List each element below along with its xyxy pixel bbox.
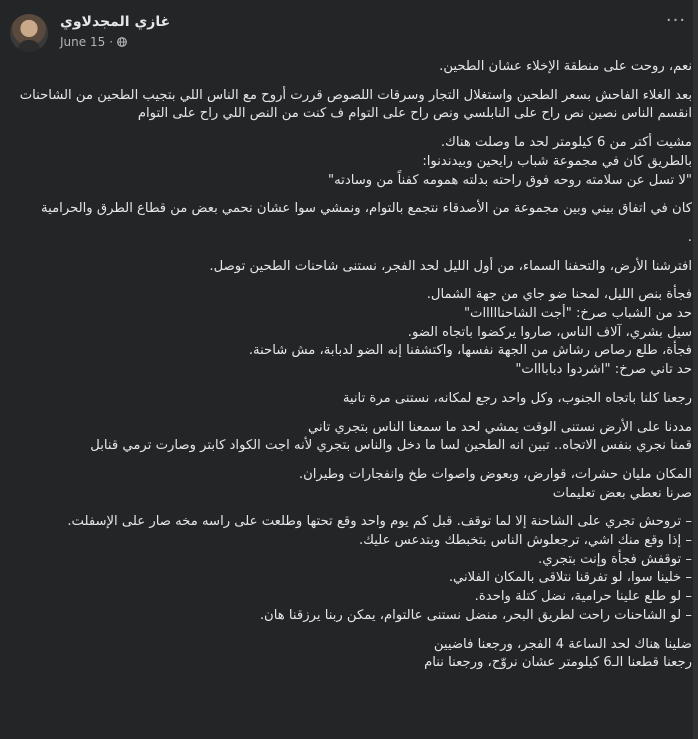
post-text-line: سيل بشري، آلاف الناس، صاروا يركضوا باتجاه الضو.	[407, 324, 692, 340]
post-text-line: – لو الشاحنات راحت لطريق البحر، منضل نستنى عالتوام، يمكن ربنا يرزقنا هان.	[259, 607, 692, 623]
post-text-line: افترشنا الأرض، والتحفنا السماء، من أول الليل لحد الفجر، نستنى شاحنات الطحين توصل.	[209, 258, 692, 274]
post-text-line: – لو طلع علينا حرامية، نضل كتلة واحدة.	[474, 589, 692, 605]
post-text-line: مددنا على الأرض نستنى الوقت يمشي لحد ما سمعنا الناس بتجري تاني	[307, 419, 692, 435]
post-paragraph	[4, 390, 692, 409]
meta-separator: ·	[109, 35, 114, 49]
post-text-line: بالطريق كان في مجموعة شباب رايحين وبيدندنوا:	[422, 153, 692, 169]
post-date[interactable]: June 15	[60, 35, 106, 49]
post-text-line: – خلينا سوا، لو تفرقنا نتلاقى بالمكان الفلاني.	[448, 570, 692, 586]
post-text-line: قمنا نجري بنفس الاتجاه.. تبين انه الطحين لسا ما دخل والناس بتجري لأنه اجت الكواد كابتر وصارت ترمي قنابل	[90, 438, 692, 454]
post-text-line: فجأة، طلع رصاص رشاش من الجهة نفسها، واكتشفنا إنه الضو لدبابة، مش شاحنة.	[248, 343, 692, 359]
post-text-line: نعم، روحت على منطقة الإخلاء عشان الطحين.	[439, 59, 692, 74]
post-text-line: حد تاني صرخ: "اشردوا دبابااات"	[515, 362, 692, 378]
author-name[interactable]: غازي المجدلاوي	[60, 14, 171, 30]
post-text-line: رجعنا قطعنا الـ6 كيلومتر عشان نروّح، ورجعنا ننام	[424, 655, 692, 671]
scrollbar[interactable]	[693, 0, 698, 739]
post-text-line: بعد الغلاء الفاحش بسعر الطحين واستغلال التجار وسرقات اللصوص قررت أروح مع الناس اللي بتجيب الطحين من الشاحنات	[19, 87, 692, 103]
post-text-line: كان في اتفاق بيني وبين مجموعة من الأصدقاء نتجمع بالتوام، ونمشي سوا عشان نحمي بعض من قطاع الطرق والحرامية	[41, 201, 692, 217]
post-paragraph	[4, 286, 692, 380]
post-paragraph	[4, 466, 692, 503]
post-header	[10, 10, 688, 54]
post-paragraph	[4, 419, 692, 456]
avatar[interactable]	[10, 14, 48, 52]
post-paragraph	[4, 134, 692, 190]
post-text-line: رجعنا كلنا باتجاه الجنوب، وكل واحد رجع لمكانه، نستنى مرة تانية	[342, 390, 692, 406]
post-text-line: – تروحش تجري على الشاحنة إلا لما توقف. قبل كم يوم واحد وقع تحتها وطلعت على راسه مخه صار على الإسفلت.	[67, 514, 692, 530]
post-text-line: فجأة بنص الليل، لمحنا ضو جاي من جهة الشمال.	[426, 287, 692, 303]
post-text-line: .	[687, 229, 692, 245]
post-paragraph	[4, 513, 692, 625]
post-paragraph	[4, 87, 692, 124]
post-paragraph	[4, 229, 692, 248]
post-text-line: انقسم الناس نصين نص راح على النابلسي ونص راح على التوام ف كنت من النص اللي راح على التوام	[137, 106, 692, 122]
post-paragraph	[4, 636, 692, 673]
post-paragraph	[4, 258, 692, 277]
post-text-line: – إذا وقع منك اشي، ترجعلوش الناس بتخبطك وبتدعس عليك.	[358, 533, 692, 549]
post-text-line: حد من الشباب صرخ: "أجت الشاحنااااات"	[463, 306, 692, 322]
post-text-line: المكان مليان حشرات، قوارض، وبعوض واصوات طخ وانفجارات وطيران.	[298, 466, 692, 482]
post-text-line: صرنا نعطي بعض تعليمات	[552, 485, 692, 501]
post-meta	[60, 35, 127, 49]
post-paragraph	[4, 200, 692, 219]
post-text-line: مشيت أكتر من 6 كيلومتر لحد ما وصلت هناك.	[440, 135, 692, 151]
post-text-line: "لا تسل عن سلامته روحه فوق راحته بدلته همومه كفناً من وسادته"	[328, 172, 692, 188]
post-paragraph	[4, 58, 692, 77]
post-text-line: – توقفش فجأة وإنت بتجري.	[538, 551, 692, 567]
post-body	[4, 58, 692, 683]
more-options-icon[interactable]: ···	[665, 10, 687, 31]
post-text-line: ضلينا هناك لحد الساعة 4 الفجر، ورجعنا فاضيين	[433, 636, 692, 652]
globe-icon	[117, 37, 127, 47]
